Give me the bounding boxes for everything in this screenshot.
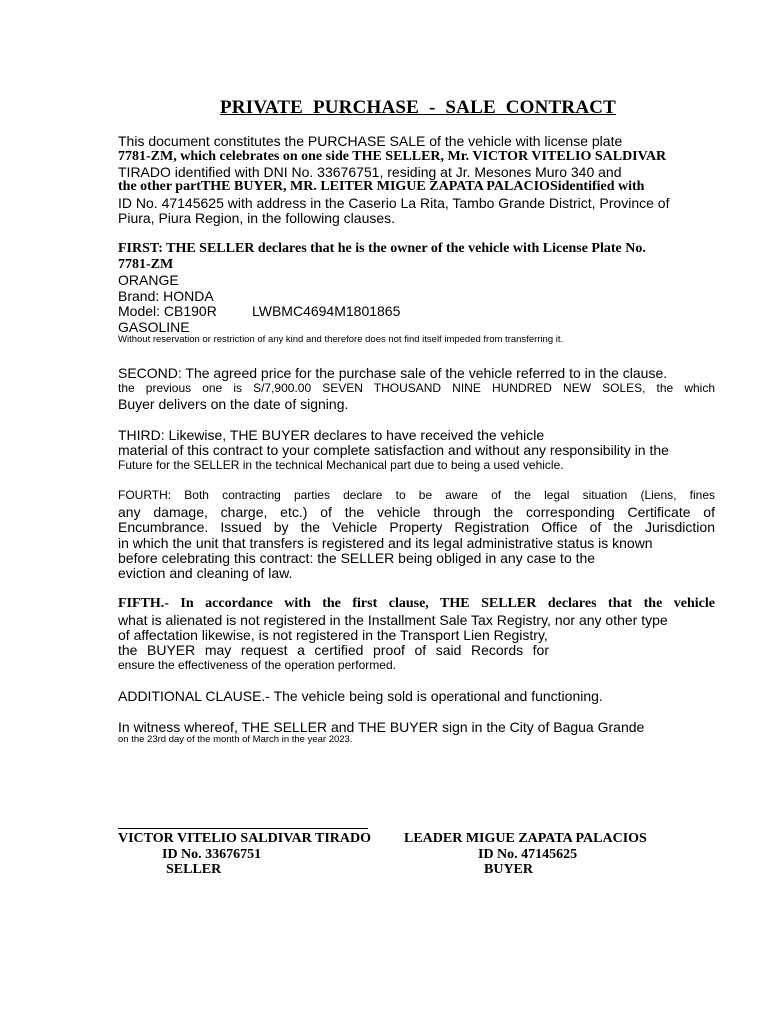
third-clause-line-3: Future for the SELLER in the technical Mechanical part due to being a used vehicle.	[118, 458, 564, 472]
first-clause-plate: 7781-ZM	[118, 257, 174, 272]
fourth-clause-line-2: any damage, charge, etc.) of the vehicle through the corresponding Certificate of	[118, 504, 715, 520]
fifth-clause-line-3: of affectation likewise, is not registered in the Transport Lien Registry,	[118, 627, 548, 643]
vehicle-vin: LWBMC4694M1801865	[252, 303, 401, 319]
document-title: PRIVATE PURCHASE - SALE CONTRACT	[220, 97, 617, 118]
seller-role: SELLER	[166, 862, 222, 877]
fourth-clause-line-4: in which the unit that transfers is registered and its legal administrative status is known	[118, 535, 653, 551]
intro-line-4: the other partTHE BUYER, MR. LEITER MIGUE ZAPATA PALACIOSidentified with	[118, 179, 645, 194]
intro-line-6: Piura, Piura Region, in the following clauses.	[118, 210, 396, 226]
seller-id: ID No. 33676751	[162, 847, 262, 862]
third-clause-line-2: material of this contract to your complete satisfaction and without any responsibility in the	[118, 442, 669, 458]
third-clause-line-1: THIRD: Likewise, THE BUYER declares to have received the vehicle	[118, 427, 545, 443]
second-clause-line-2: the previous one is S/7,900.00 SEVEN THOUSAND NINE HUNDRED NEW SOLES, the which	[118, 381, 715, 395]
second-clause-line-3: Buyer delivers on the date of signing.	[118, 396, 349, 412]
vehicle-fuel: GASOLINE	[118, 319, 190, 335]
fourth-clause-line-6: eviction and cleaning of law.	[118, 565, 293, 581]
fourth-clause-line-3: Encumbrance. Issued by the Vehicle Property Registration Office of the Jurisdiction	[118, 519, 715, 535]
witness-line-2: on the 23rd day of the month of March in the year 2023.	[118, 734, 353, 745]
intro-line-1: This document constitutes the PURCHASE SALE of the vehicle with license plate	[118, 133, 623, 149]
first-clause-note: Without reservation or restriction of any kind and therefore does not find itself impeded from transferring it.	[118, 334, 564, 345]
first-clause-line-1: FIRST: THE SELLER declares that he is the owner of the vehicle with License Plate No.	[118, 241, 646, 256]
intro-line-3: TIRADO identified with DNI No. 33676751, residing at Jr. Mesones Muro 340 and	[118, 164, 622, 180]
buyer-id: ID No. 47145625	[478, 847, 578, 862]
fifth-clause-line-2: what is alienated is not registered in the Installment Sale Tax Registry, nor any other type	[118, 612, 668, 628]
vehicle-model: Model: CB190R	[118, 303, 217, 319]
additional-clause: ADDITIONAL CLAUSE.- The vehicle being sold is operational and functioning.	[118, 688, 603, 704]
fourth-clause-line-5: before celebrating this contract: the SELLER being obliged in any case to the	[118, 550, 596, 566]
fifth-clause-line-5: ensure the effectiveness of the operation performed.	[118, 658, 396, 672]
intro-line-2: 7781-ZM, which celebrates on one side THE SELLER, Mr. VICTOR VITELIO SALDIVAR	[118, 149, 667, 164]
second-clause-line-1: SECOND: The agreed price for the purchase sale of the vehicle referred to in the clause.	[118, 365, 668, 381]
intro-line-5: ID No. 47145625 with address in the Caserio La Rita, Tambo Grande District, Province of	[118, 195, 670, 211]
fourth-clause-line-1: FOURTH: Both contracting parties declare to be aware of the legal situation (Liens, fines	[118, 488, 715, 502]
seller-signature-line	[118, 828, 368, 829]
fifth-clause-line-1: FIFTH.- In accordance with the first clause, THE SELLER declares that the vehicle	[118, 596, 715, 611]
vehicle-color: ORANGE	[118, 272, 179, 288]
fifth-clause-line-4: the BUYER may request a certified proof of said Records for	[118, 642, 549, 658]
buyer-role: BUYER	[484, 862, 534, 877]
seller-name: VICTOR VITELIO SALDIVAR TIRADO	[118, 831, 371, 846]
vehicle-brand: Brand: HONDA	[118, 288, 214, 304]
buyer-name: LEADER MIGUE ZAPATA PALACIOS	[404, 831, 647, 846]
witness-line-1: In witness whereof, THE SELLER and THE BUYER sign in the City of Bagua Grande	[118, 719, 645, 735]
